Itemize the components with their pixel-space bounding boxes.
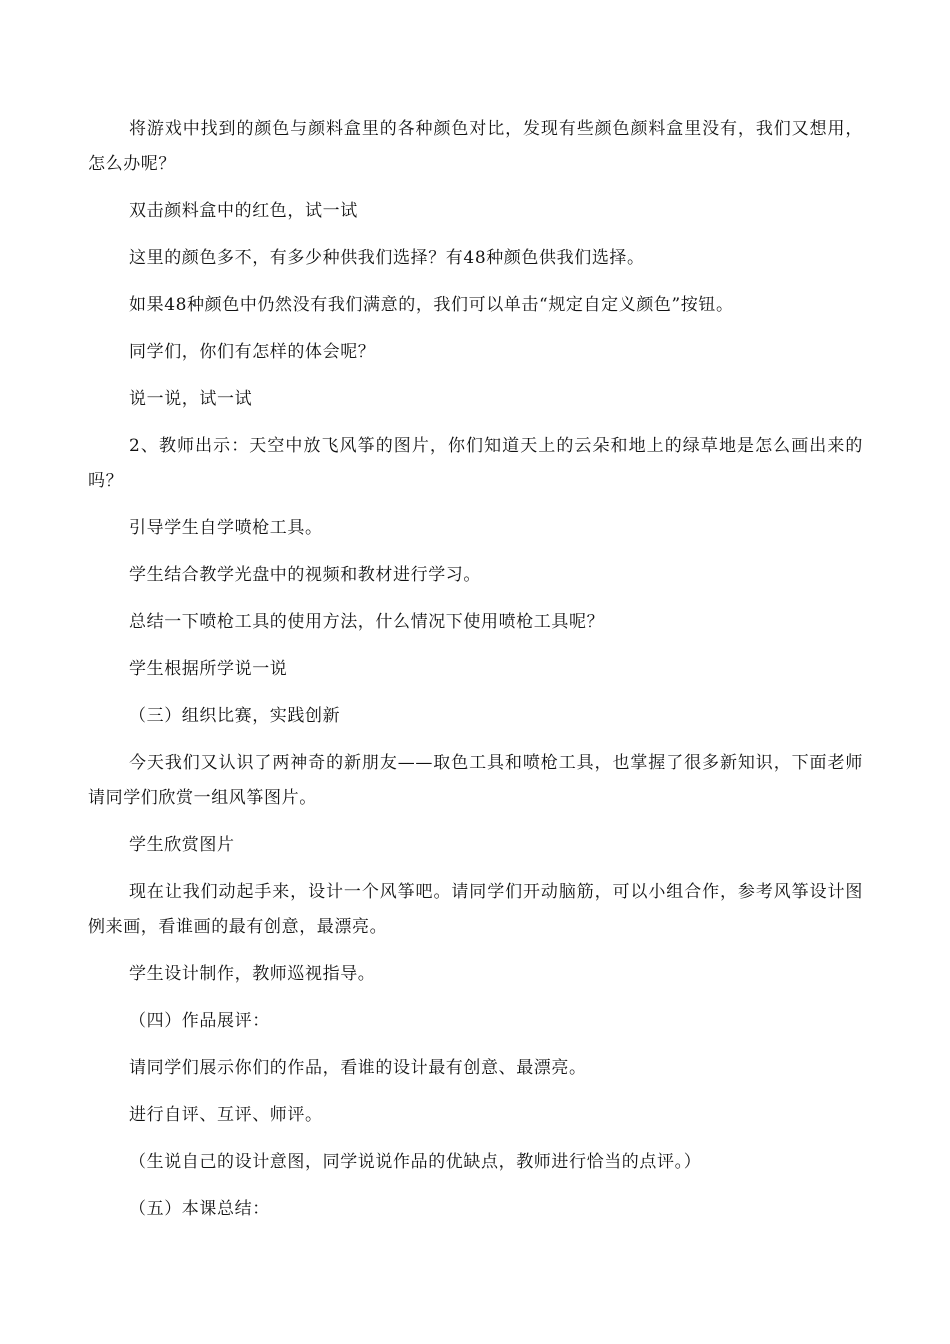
paragraph: 学生设计制作，教师巡视指导。: [129, 964, 376, 984]
paragraph: 这里的颜色多不，有多少种供我们选择？有48种颜色供我们选择。: [129, 248, 645, 268]
paragraph: 说一说，试一试: [129, 389, 253, 409]
paragraph: 如果48种颜色中仍然没有我们满意的，我们可以单击“规定自定义颜色”按钮。: [129, 295, 734, 315]
paragraph: （生说自己的设计意图，同学说说作品的优缺点，教师进行恰当的点评。）: [129, 1152, 702, 1172]
section-heading: （三）组织比赛，实践创新: [129, 706, 341, 726]
paragraph: 现在让我们动起手来，设计一个风筝吧。请同学们开动脑筋，可以小组合作，参考风筝设计图例来画，看谁画的最有创意，最漂亮。: [88, 882, 863, 937]
document-page: [88, 112, 863, 1227]
section-heading: （五）本课总结：: [129, 1199, 270, 1219]
paragraph: 2、教师出示：天空中放飞风筝的图片，你们知道天上的云朵和地上的绿草地是怎么画出来的吗？: [88, 436, 863, 491]
paragraph: 同学们，你们有怎样的体会呢？: [129, 342, 376, 362]
section-heading: （四）作品展评：: [129, 1011, 270, 1031]
paragraph: 总结一下喷枪工具的使用方法，什么情况下使用喷枪工具呢？: [129, 612, 605, 632]
paragraph: 双击颜料盒中的红色，试一试: [129, 201, 358, 221]
paragraph: 将游戏中找到的颜色与颜料盒里的各种颜色对比，发现有些颜色颜料盒里没有，我们又想用，怎么办呢？: [88, 119, 863, 174]
paragraph: 请同学们展示你们的作品，看谁的设计最有创意、最漂亮。: [129, 1058, 587, 1078]
paragraph: 今天我们又认识了两神奇的新朋友——取色工具和喷枪工具，也掌握了很多新知识，下面老师请同学们欣赏一组风筝图片。: [88, 753, 863, 808]
paragraph: 进行自评、互评、师评。: [129, 1105, 323, 1125]
paragraph: 学生欣赏图片: [129, 835, 235, 855]
paragraph: 引导学生自学喷枪工具。: [129, 518, 323, 538]
paragraph: 学生根据所学说一说: [129, 659, 288, 679]
paragraph: 学生结合教学光盘中的视频和教材进行学习。: [129, 565, 481, 585]
